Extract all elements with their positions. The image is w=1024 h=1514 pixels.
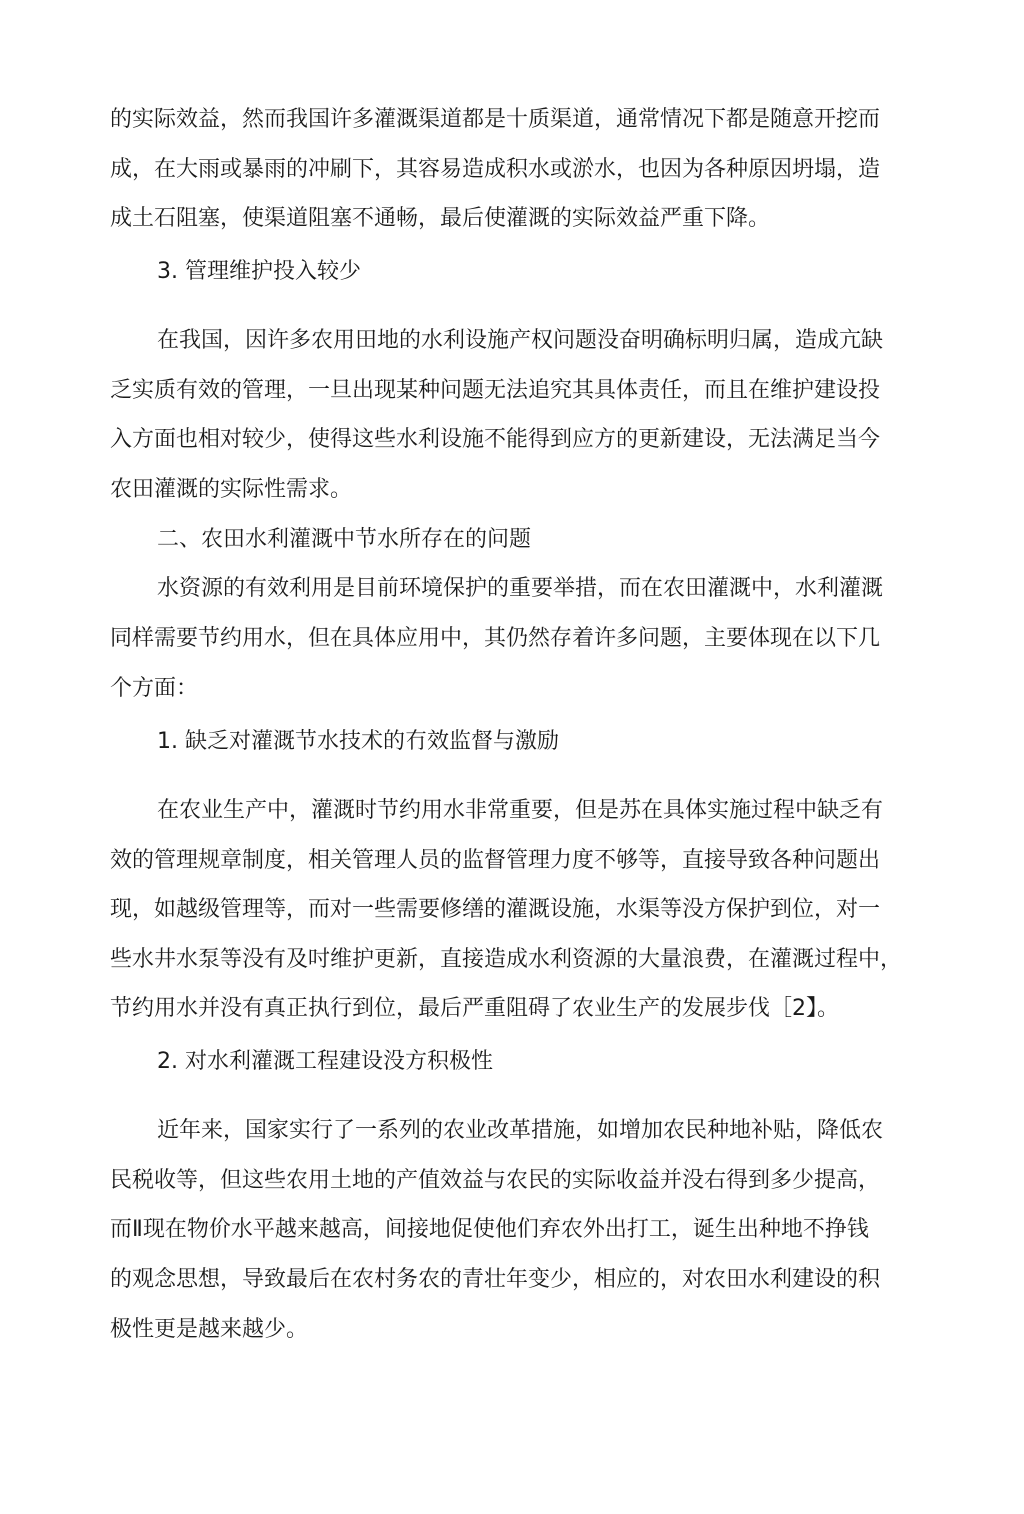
section-heading: 2. 对水利灌溉工程建设没方积极性	[157, 1049, 493, 1074]
paragraph-line: 成土石阻塞，使渠道阻塞不通畅，最后使灌溉的实际效益严重下降。	[110, 206, 771, 231]
section-heading: 二、农田水利灌溉中节水所存在的问题	[157, 527, 532, 552]
paragraph-line: 乏实质有效的管理，一旦出现某种问题无法追究其具体责任，而且在维护建设投	[110, 378, 881, 403]
section-heading: 3. 管理维护投入较少	[157, 259, 361, 284]
paragraph-line: 近年来，国家实行了一系列的农业改革措施，如增加农民种地补贴，降低农	[157, 1118, 884, 1143]
paragraph-line: 些水井水泵等没有及吋维护更新，直接造成水利资源的大量浪费，在灌溉过程中，	[110, 947, 903, 972]
paragraph-line: 入方面也相对较少，使得这些水利设施不能得到应方的更新建设，无法满足当今	[110, 427, 881, 452]
section-heading: 1. 缺乏对灌溉节水技术的冇效监督与激励	[157, 729, 559, 754]
paragraph-line: 节约用水并没有真正执行到位，最后严重阻碍了农业生产的发展步伐［2】。	[110, 996, 839, 1021]
paragraph-line: 的实际效益，然而我国许多灌溉渠道都是十质渠道，通常情况下都是随意开挖而	[110, 107, 881, 132]
paragraph-line: 农田灌溉的实际性需求。	[110, 477, 353, 502]
paragraph-line: 水资源的有效利用是目前环境保护的重要举措，而在农田灌溉中，水利灌溉	[157, 576, 884, 601]
paragraph-line: 同样需要节约用水，但在具体应用中，其仍然存着许多问题，主要体现在以下几	[110, 626, 881, 651]
paragraph-line: 在农业生产中，灌溉时节约用水非常重要，但是苏在具体实施过程中缺乏有	[157, 798, 884, 823]
paragraph-line: 民税收等，但这些农用土地的产值效益与农民的实际收益并没右得到多少提高，	[110, 1168, 881, 1193]
paragraph-line: 的观念思想，导致最后在农村务农的青壮年变少，相应的，对农田水利建设的积	[110, 1267, 881, 1292]
paragraph-line: 在我国，因许多农用田地的水利设施产权问题没奋明确标明归属，造成亢缺	[157, 328, 884, 353]
paragraph-line: 现，如越级管理等，而对一些需要修缮的灌溉设施，水渠等没方保护到位，对一	[110, 897, 881, 922]
paragraph-line: 成，在大雨或暴雨的冲刷下，其容易造成积水或淤水，也因为各种原因坍塌，造	[110, 157, 881, 182]
paragraph-line: 而Ⅱ现在物价水平越来越高，间接地促使他们弃农外出打工，诞生出种地不挣钱	[110, 1217, 869, 1242]
paragraph-line: 个方面：	[110, 676, 199, 701]
paragraph-line: 效的管理规章制度，相关管理人员的监督管理力度不够等，直接导致各种问题出	[110, 848, 881, 873]
paragraph-line: 极性更是越来越少。	[110, 1317, 309, 1342]
